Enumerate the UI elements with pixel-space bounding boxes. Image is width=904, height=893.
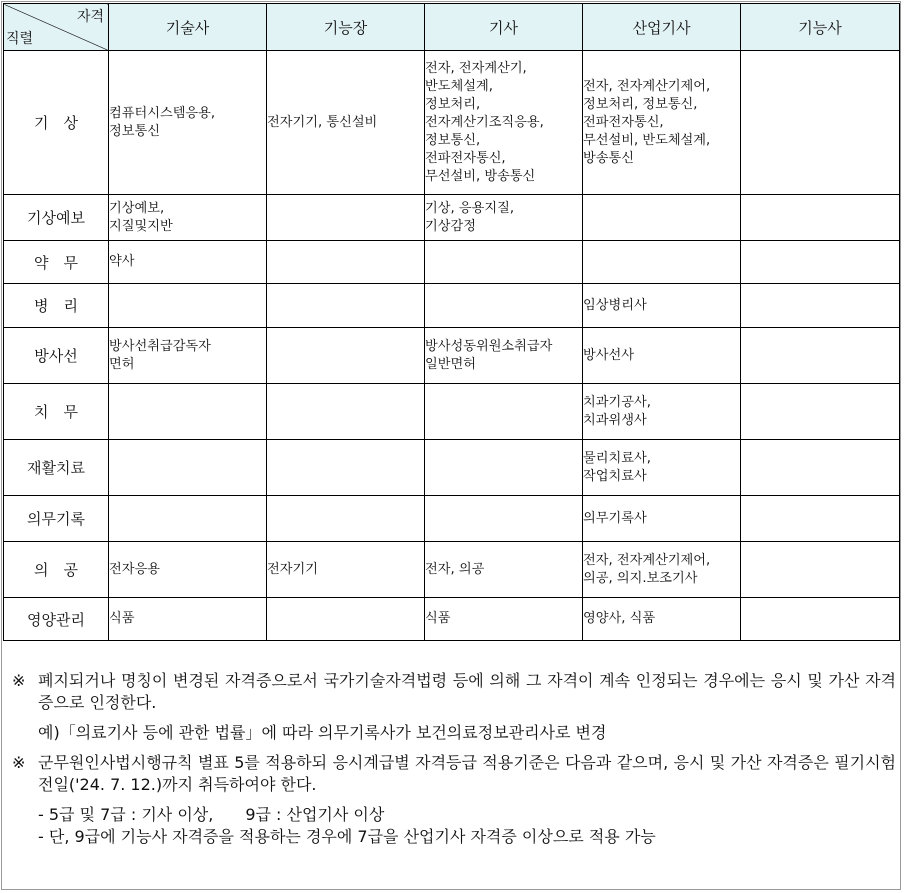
header-row xyxy=(4,4,900,51)
table-cell xyxy=(267,241,425,284)
table-cell: 임상병리사 xyxy=(583,284,741,328)
table-cell: 전자, 전자계산기, 반도체설계, 정보처리, 전자계산기조직응용, 정보통신, 전파전자통신, 무선설비, 방송통신 xyxy=(425,51,583,195)
row-header: 기 상 xyxy=(4,51,109,195)
table-cell: 의무기록사 xyxy=(583,496,741,542)
table-cell xyxy=(741,384,900,440)
note-item xyxy=(12,670,896,714)
table-row xyxy=(4,328,900,384)
table-cell xyxy=(741,195,900,241)
table-cell xyxy=(267,598,425,641)
table-cell xyxy=(425,241,583,284)
table-cell: 물리치료사, 작업치료사 xyxy=(583,440,741,496)
table-cell: 영양사, 식품 xyxy=(583,598,741,641)
row-header: 방사선 xyxy=(4,328,109,384)
table-cell xyxy=(109,440,267,496)
table-cell xyxy=(425,496,583,542)
table-cell xyxy=(267,328,425,384)
table-row xyxy=(4,195,900,241)
row-header: 병 리 xyxy=(4,284,109,328)
table-cell xyxy=(741,328,900,384)
corner-top-label: 자격 xyxy=(76,9,104,25)
table-row xyxy=(4,384,900,440)
table-cell xyxy=(741,51,900,195)
qualification-table xyxy=(3,3,900,641)
note-sub-item: - 단, 9급에 기능사 자격증을 적용하는 경우에 7급을 산업기사 자격증 이상으로 적용 가능 xyxy=(38,827,656,846)
table-cell: 전자기기 xyxy=(267,542,425,598)
table-cell: 기상, 응용지질, 기상감정 xyxy=(425,195,583,241)
table-cell: 식품 xyxy=(109,598,267,641)
row-header: 기상예보 xyxy=(4,195,109,241)
table-cell xyxy=(267,195,425,241)
note-mark: ※ xyxy=(12,671,26,690)
column-header: 기술사 xyxy=(109,4,267,51)
column-header: 산업기사 xyxy=(583,4,741,51)
table-cell: 식품 xyxy=(425,598,583,641)
table-row xyxy=(4,598,900,641)
table-cell: 치과기공사, 치과위생사 xyxy=(583,384,741,440)
table-cell xyxy=(267,284,425,328)
row-header: 약 무 xyxy=(4,241,109,284)
table-cell xyxy=(267,384,425,440)
table-cell: 약사 xyxy=(109,241,267,284)
table-cell: 기상예보, 지질및지반 xyxy=(109,195,267,241)
table-cell: 방사선사 xyxy=(583,328,741,384)
table-cell: 컴퓨터시스템응용, 정보통신 xyxy=(109,51,267,195)
row-header: 재활치료 xyxy=(4,440,109,496)
row-header: 의 공 xyxy=(4,542,109,598)
table-cell: 전자, 전자계산기제어, 의공, 의지.보조기사 xyxy=(583,542,741,598)
table-cell xyxy=(425,384,583,440)
note-item xyxy=(12,752,896,796)
table-row xyxy=(4,241,900,284)
table-cell xyxy=(425,440,583,496)
corner-header xyxy=(4,4,109,51)
table-row xyxy=(4,542,900,598)
column-header: 기능사 xyxy=(741,4,900,51)
table-row xyxy=(4,284,900,328)
table-cell xyxy=(583,241,741,284)
corner-bottom-label: 직렬 xyxy=(6,31,34,47)
table-row xyxy=(4,440,900,496)
note-text: 군무원인사법시행규칙 별표 5를 적용하되 응시계급별 자격등급 적용기준은 다음과 같으며, 응시 및 가산 자격증은 필기시험 전일('24. 7. 12.)까지 취득하여야 한다. xyxy=(38,753,896,794)
table-cell: 방사선취급감독자 면허 xyxy=(109,328,267,384)
table-cell xyxy=(583,195,741,241)
notes xyxy=(12,670,896,848)
row-header: 영양관리 xyxy=(4,598,109,641)
table-cell xyxy=(109,384,267,440)
table-cell: 전자, 의공 xyxy=(425,542,583,598)
table-cell xyxy=(741,284,900,328)
table-cell xyxy=(741,496,900,542)
note-sub-item: - 5급 및 7급 : 기사 이상, 9급 : 산업기사 이상 xyxy=(38,805,385,824)
note-example: 예)「의료기사 등에 관한 법률」에 따라 의무기록사가 보건의료정보관리사로 변경 xyxy=(38,723,607,742)
table-cell xyxy=(425,284,583,328)
row-header: 의무기록 xyxy=(4,496,109,542)
table-cell: 전자기기, 통신설비 xyxy=(267,51,425,195)
table-cell xyxy=(109,284,267,328)
table-cell xyxy=(741,440,900,496)
table-cell xyxy=(267,496,425,542)
table-cell xyxy=(741,241,900,284)
table-row xyxy=(4,51,900,195)
column-header: 기사 xyxy=(425,4,583,51)
table-cell: 방사성동위원소취급자 일반면허 xyxy=(425,328,583,384)
table-cell: 전자, 전자계산기제어, 정보처리, 정보통신, 전파전자통신, 무선설비, 반도체설계, 방송통신 xyxy=(583,51,741,195)
table-cell: 전자응용 xyxy=(109,542,267,598)
column-header: 기능장 xyxy=(267,4,425,51)
note-text: 폐지되거나 명칭이 변경된 자격증으로서 국가기술자격법령 등에 의해 그 자격이 계속 인정되는 경우에는 응시 및 가산 자격증으로 인정한다. xyxy=(38,671,896,712)
note-mark: ※ xyxy=(12,753,26,772)
table-cell xyxy=(741,598,900,641)
table-cell xyxy=(109,496,267,542)
table-cell xyxy=(267,440,425,496)
table-cell xyxy=(741,542,900,598)
row-header: 치 무 xyxy=(4,384,109,440)
table-row xyxy=(4,496,900,542)
